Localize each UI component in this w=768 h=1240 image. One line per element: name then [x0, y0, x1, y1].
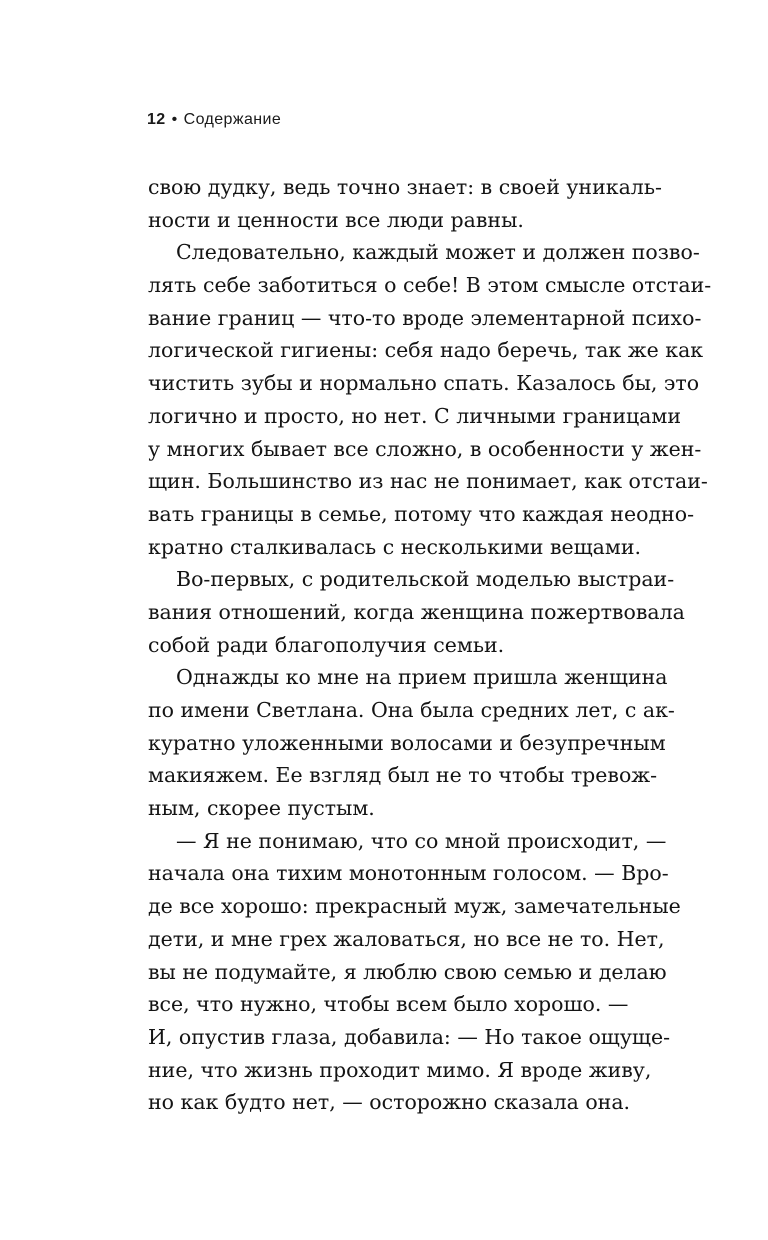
- text-line: вать границы в семье, потому что каждая неодно-: [148, 501, 694, 526]
- text-line: все, что нужно, чтобы всем было хорошо. —: [148, 992, 629, 1017]
- body-text: [148, 171, 712, 1119]
- text-line: но как будто нет, — осторожно сказала она.: [148, 1090, 631, 1115]
- text-line: у многих бывает все сложно, в особенности у жен-: [148, 436, 702, 461]
- header-separator: •: [171, 111, 178, 128]
- text-line: ности и ценности все люди равны.: [148, 207, 524, 232]
- running-head: [147, 111, 281, 129]
- text-line: де все хорошо: прекрасный муж, замечательные: [148, 894, 681, 919]
- text-line: по имени Светлана. Она была средних лет, с ак-: [148, 698, 675, 722]
- text-line: ние, что жизнь проходит мимо. Я вроде живу,: [148, 1057, 652, 1082]
- text-line: Однажды ко мне на прием пришла женщина: [176, 665, 668, 690]
- text-line: вание границ — что-то вроде элементарной психо-: [148, 305, 702, 330]
- text-line: свою дудку, ведь точно знает: в своей уникаль-: [148, 175, 662, 199]
- text-line: чистить зубы и нормально спать. Казалось бы, это: [148, 371, 700, 396]
- text-line: дети, и мне грех жаловаться, но все не то. Нет,: [148, 926, 665, 951]
- text-line: куратно уложенными волосами и безупречным: [148, 730, 666, 755]
- text-line: щин. Большинство из нас не понимает, как отстаи-: [148, 469, 708, 494]
- text-line: лять себе заботиться о себе! В этом смысле отстаи-: [148, 273, 712, 298]
- text-line: Во-первых, с родительской моделью выстраи-: [176, 567, 675, 592]
- text-line: собой ради благополучия семьи.: [148, 632, 505, 657]
- page-number: 12: [147, 111, 166, 128]
- text-line: И, опустив глаза, добавила: — Но такое ощуще-: [148, 1024, 671, 1049]
- text-line: ным, скорее пустым.: [148, 796, 375, 821]
- text-line: Следовательно, каждый может и должен позво-: [176, 240, 700, 265]
- text-line: кратно сталкивалась с несколькими вещами.: [148, 534, 642, 559]
- text-line: вания отношений, когда женщина пожертвовала: [148, 599, 685, 624]
- text-line: логической гигиены: себя надо беречь, так же как: [148, 338, 704, 363]
- text-line: логично и просто, но нет. С личными границами: [148, 403, 682, 428]
- text-line: вы не подумайте, я люблю свою семью и делаю: [148, 959, 667, 984]
- text-line: — Я не понимаю, что со мной происходит, —: [176, 828, 667, 853]
- text-line: макияжем. Ее взгляд был не то чтобы тревож-: [148, 763, 658, 788]
- section-title: Содержание: [183, 111, 282, 128]
- text-line: начала она тихим монотонным голосом. — Вро-: [148, 861, 669, 886]
